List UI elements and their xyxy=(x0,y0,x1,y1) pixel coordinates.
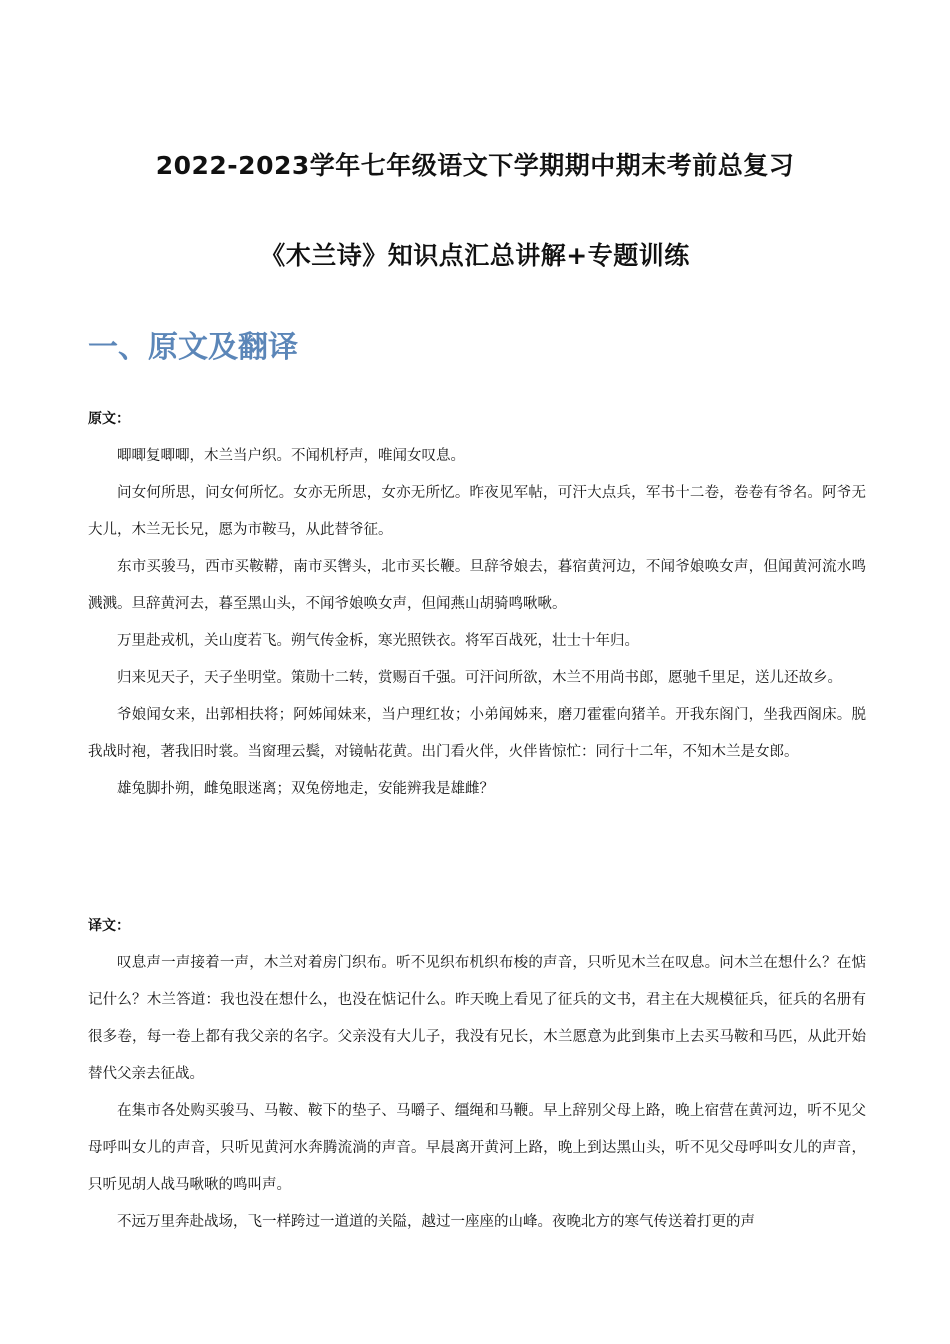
document-title: 2022-2023学年七年级语文下学期期中期末考前总复习 xyxy=(155,151,795,180)
document-subtitle: 《木兰诗》知识点汇总讲解+专题训练 xyxy=(260,241,690,270)
original-paragraph: 东市买骏马，西市买鞍鞯，南市买辔头，北市买长鞭。旦辞爷娘去，暮宿黄河边，不闻爷娘唤女声，但闻黄河流水鸣溅溅。旦辞黄河去，暮至黑山头，不闻爷娘唤女声，但闻燕山胡骑鸣啾啾。 xyxy=(88,559,866,612)
section-heading: 一、原文及翻译 xyxy=(88,330,298,365)
original-paragraph: 唧唧复唧唧，木兰当户织。不闻机杼声，唯闻女叹息。 xyxy=(117,448,465,464)
translation-paragraph: 在集市各处购买骏马、马鞍、鞍下的垫子、马嚼子、缰绳和马鞭。早上辞别父母上路，晚上宿营在黄河边，听不见父母呼叫女儿的声音，只听见黄河水奔腾流淌的声音。早晨离开黄河上路，晚上到达黑山头，听不见父母呼叫女儿的声音，只听见胡人战马啾啾的鸣叫声。 xyxy=(88,1103,866,1193)
original-paragraph: 爷娘闻女来，出郭相扶将；阿姊闻妹来，当户理红妆；小弟闻姊来，磨刀霍霍向猪羊。开我东阁门，坐我西阁床。脱我战时袍，著我旧时裳。当窗理云鬓，对镜帖花黄。出门看火伴，火伴皆惊忙：同行十二年，不知木兰是女郎。 xyxy=(88,707,866,760)
translation-paragraph: 不远万里奔赴战场，飞一样跨过一道道的关隘，越过一座座的山峰。夜晚北方的寒气传送着打更的声 xyxy=(117,1214,755,1230)
original-label: 原文： xyxy=(88,411,130,427)
translation-paragraph: 叹息声一声接着一声，木兰对着房门织布。听不见织布机织布梭的声音，只听见木兰在叹息。问木兰在想什么？在惦记什么？木兰答道：我也没在想什么，也没在惦记什么。昨天晚上看见了征兵的文书，君主在大规模征兵，征兵的名册有很多卷，每一卷上都有我父亲的名字。父亲没有大儿子，我没有兄长，木兰愿意为此到集市上去买马鞍和马匹，从此开始替代父亲去征战。 xyxy=(88,955,866,1082)
translation-text-block xyxy=(88,945,866,1241)
original-paragraph: 雄兔脚扑朔，雌兔眼迷离；双兔傍地走，安能辨我是雄雌？ xyxy=(117,781,494,797)
original-paragraph: 万里赴戎机，关山度若飞。朔气传金柝，寒光照铁衣。将军百战死，壮士十年归。 xyxy=(117,633,639,649)
original-text-block xyxy=(88,438,866,808)
original-paragraph: 问女何所思，问女何所忆。女亦无所思，女亦无所忆。昨夜见军帖，可汗大点兵，军书十二卷，卷卷有爷名。阿爷无大儿，木兰无长兄，愿为市鞍马，从此替爷征。 xyxy=(88,485,866,538)
original-paragraph: 归来见天子，天子坐明堂。策勋十二转，赏赐百千强。可汗问所欲，木兰不用尚书郎，愿驰千里足，送儿还故乡。 xyxy=(117,670,842,686)
translation-label: 译文： xyxy=(88,918,130,934)
